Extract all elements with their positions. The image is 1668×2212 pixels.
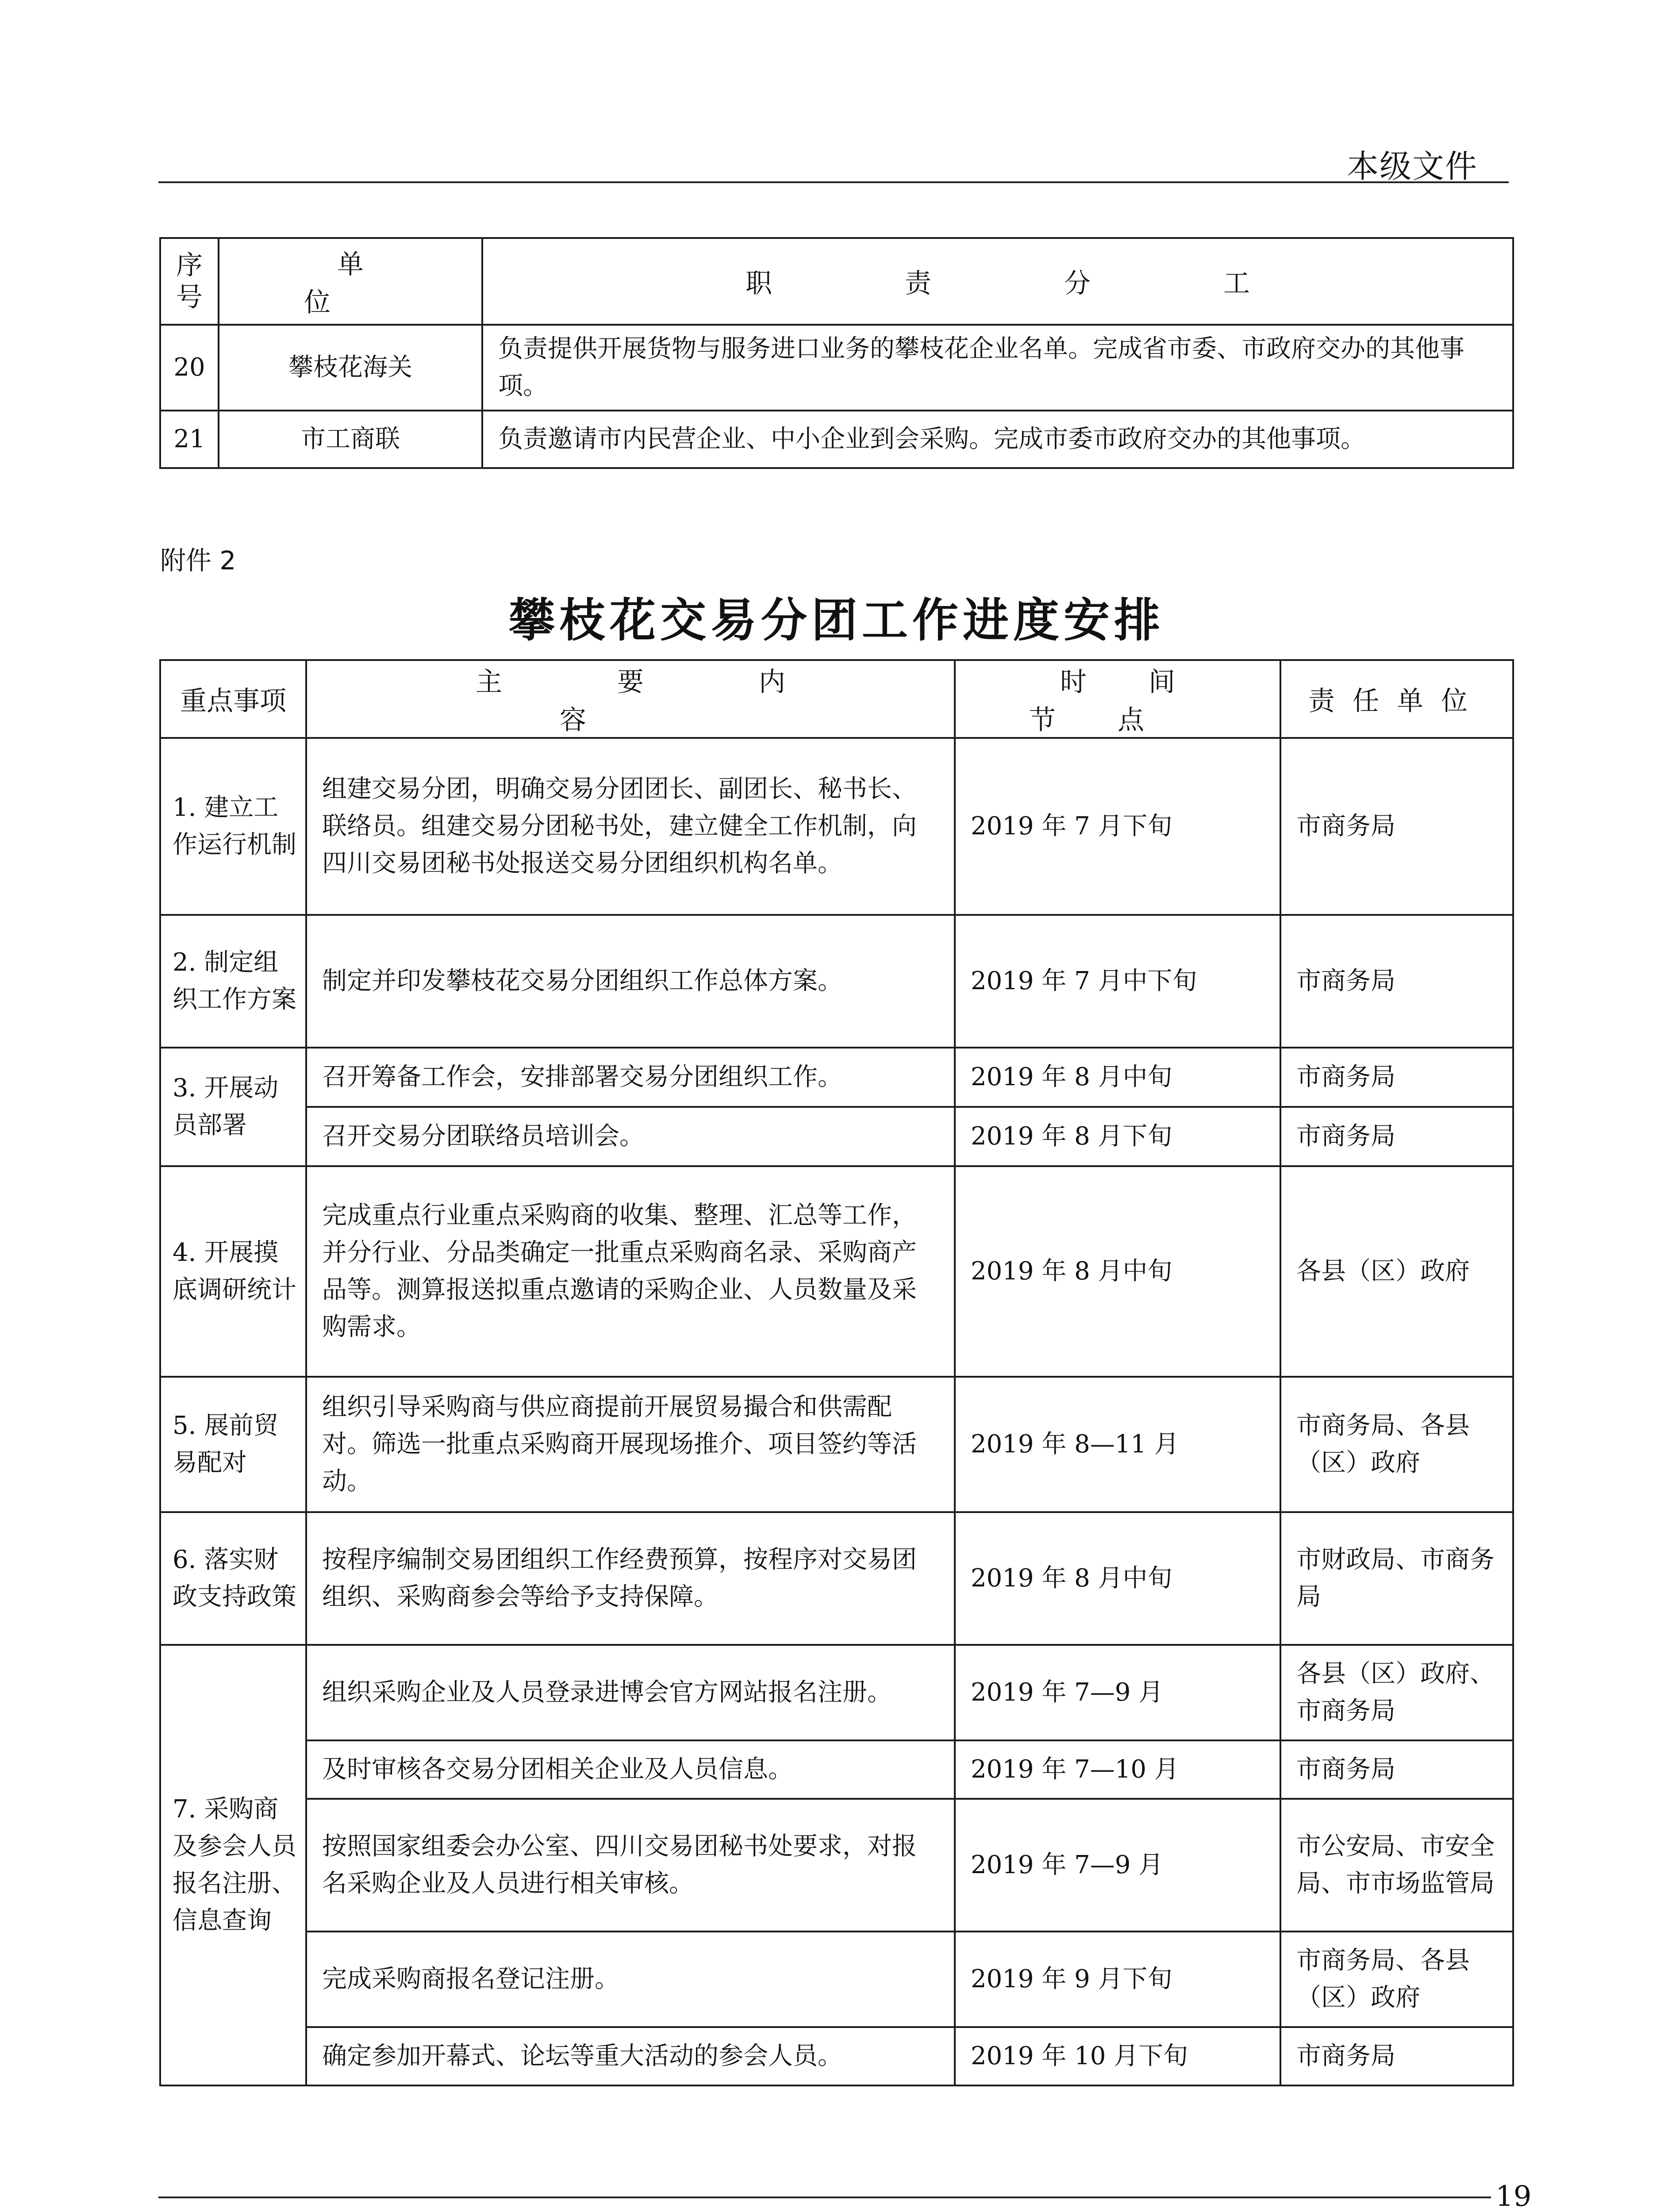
- content-cell: 组织采购企业及人员登录进博会官方网站报名注册。: [306, 1645, 955, 1740]
- schedule-table: [159, 659, 1514, 2086]
- row-no: 20: [160, 325, 219, 411]
- table-row: [160, 1740, 1513, 1799]
- time-cell: 2019 年 8 月中旬: [955, 1048, 1280, 1107]
- table-row: [160, 1166, 1513, 1377]
- owner-cell: 市商务局: [1280, 915, 1513, 1048]
- content-cell: 按照国家组委会办公室、四川交易团秘书处要求，对报名采购企业及人员进行相关审核。: [306, 1799, 955, 1932]
- header-time: 时间节点: [955, 660, 1280, 738]
- attachment-label: 附件 2: [160, 545, 236, 576]
- row-unit: 市工商联: [219, 411, 482, 468]
- time-cell: 2019 年 9 月下旬: [955, 1932, 1280, 2027]
- owner-cell: 市商务局: [1280, 1107, 1513, 1166]
- content-cell: 组织引导采购商与供应商提前开展贸易撮合和供需配对。筛选一批重点采购商开展现场推介、项目签约等活动。: [306, 1377, 955, 1512]
- table-row: [160, 1932, 1513, 2027]
- content-cell: 按程序编制交易团组织工作经费预算，按程序对交易团组织、采购商参会等给予支持保障。: [306, 1512, 955, 1645]
- item-cell: 4. 开展摸底调研统计: [160, 1166, 306, 1377]
- table-row: [160, 411, 1513, 468]
- content-cell: 召开筹备工作会，安排部署交易分团组织工作。: [306, 1048, 955, 1107]
- item-cell: 6. 落实财政支持政策: [160, 1512, 306, 1645]
- table-row: [160, 2027, 1513, 2085]
- page-number: 19: [1495, 2180, 1532, 2212]
- owner-cell: 各县（区）政府: [1280, 1166, 1513, 1377]
- owner-cell: 市商务局: [1280, 2027, 1513, 2085]
- table-row: [160, 1048, 1513, 1107]
- owner-cell: 市公安局、市安全局、市市场监管局: [1280, 1799, 1513, 1932]
- time-cell: 2019 年 7—9 月: [955, 1799, 1280, 1932]
- row-no: 21: [160, 411, 219, 468]
- item-cell: 2. 制定组织工作方案: [160, 915, 306, 1048]
- content-cell: 及时审核各交易分团相关企业及人员信息。: [306, 1740, 955, 1799]
- owner-cell: 市商务局、各县（区）政府: [1280, 1377, 1513, 1512]
- content-cell: 完成重点行业重点采购商的收集、整理、汇总等工作，并分行业、分品类确定一批重点采购商名录、采购商产品等。测算报送拟重点邀请的采购企业、人员数量及采购需求。: [306, 1166, 955, 1377]
- header-duty: 职责分工: [482, 238, 1513, 325]
- time-cell: 2019 年 8 月中旬: [955, 1512, 1280, 1645]
- time-cell: 2019 年 8 月中旬: [955, 1166, 1280, 1377]
- table-row: [160, 1645, 1513, 1740]
- table-row: [160, 1377, 1513, 1512]
- table-row: [160, 1512, 1513, 1645]
- time-cell: 2019 年 7—9 月: [955, 1645, 1280, 1740]
- content-cell: 制定并印发攀枝花交易分团组织工作总体方案。: [306, 915, 955, 1048]
- content-cell: 确定参加开幕式、论坛等重大活动的参会人员。: [306, 2027, 955, 2085]
- section-header-title: 本级文件: [1346, 148, 1478, 185]
- header-content: 主要内容: [306, 660, 955, 738]
- content-cell: 完成采购商报名登记注册。: [306, 1932, 955, 2027]
- time-cell: 2019 年 8—11 月: [955, 1377, 1280, 1512]
- owner-cell: 市商务局: [1280, 738, 1513, 915]
- item-cell: 7. 采购商及参会人员报名注册、信息查询: [160, 1645, 306, 2085]
- page-title: 攀枝花交易分团工作进度安排: [508, 593, 1165, 647]
- header-no: 序号: [160, 238, 219, 325]
- content-cell: 组建交易分团，明确交易分团团长、副团长、秘书长、联络员。组建交易分团秘书处，建立健全工作机制，向四川交易团秘书处报送交易分团组织机构名单。: [306, 738, 955, 915]
- row-duty: 负责提供开展货物与服务进口业务的攀枝花企业名单。完成省市委、市政府交办的其他事项。: [482, 325, 1513, 411]
- table-row: [160, 738, 1513, 915]
- header-unit: 单位: [219, 238, 482, 325]
- time-cell: 2019 年 8 月下旬: [955, 1107, 1280, 1166]
- owner-cell: 市商务局: [1280, 1048, 1513, 1107]
- header-item: 重点事项: [160, 660, 306, 738]
- table-row: [160, 1107, 1513, 1166]
- schedule-header-row: [160, 660, 1513, 738]
- header-owner: 责任单位: [1280, 660, 1513, 738]
- time-cell: 2019 年 7 月下旬: [955, 738, 1280, 915]
- item-cell: 5. 展前贸易配对: [160, 1377, 306, 1512]
- owner-cell: 市商务局: [1280, 1740, 1513, 1799]
- content-cell: 召开交易分团联络员培训会。: [306, 1107, 955, 1166]
- owner-cell: 各县（区）政府、市商务局: [1280, 1645, 1513, 1740]
- table-row: [160, 1799, 1513, 1932]
- owner-cell: 市财政局、市商务局: [1280, 1512, 1513, 1645]
- duty-table: [159, 237, 1514, 469]
- item-cell: 3. 开展动员部署: [160, 1048, 306, 1166]
- table-row: [160, 325, 1513, 411]
- row-duty: 负责邀请市内民营企业、中小企业到会采购。完成市委市政府交办的其他事项。: [482, 411, 1513, 468]
- footer-rule: [158, 2197, 1491, 2198]
- row-unit: 攀枝花海关: [219, 325, 482, 411]
- table-row: [160, 915, 1513, 1048]
- header-rule: [158, 181, 1509, 183]
- duty-table-header-row: [160, 238, 1513, 325]
- owner-cell: 市商务局、各县（区）政府: [1280, 1932, 1513, 2027]
- time-cell: 2019 年 10 月下旬: [955, 2027, 1280, 2085]
- time-cell: 2019 年 7—10 月: [955, 1740, 1280, 1799]
- item-cell: 1. 建立工作运行机制: [160, 738, 306, 915]
- time-cell: 2019 年 7 月中下旬: [955, 915, 1280, 1048]
